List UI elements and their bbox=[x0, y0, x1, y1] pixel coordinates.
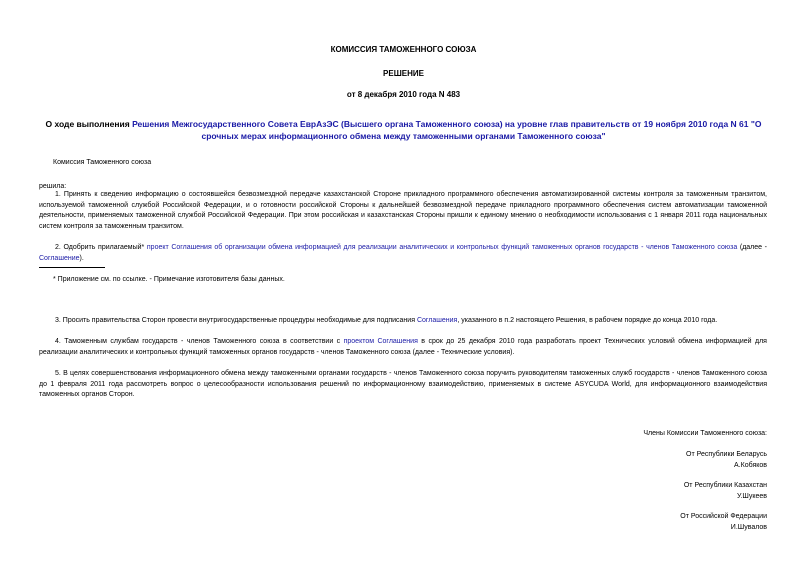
organization-heading: КОМИССИЯ ТАМОЖЕННОГО СОЮЗА bbox=[330, 45, 477, 54]
signature-country: От Российской Федерации bbox=[680, 513, 767, 520]
signature-name: А.Кобяков bbox=[734, 462, 767, 469]
paragraph-4-start: 4. Таможенным службам государств - членов Таможенного союза в соответствии с bbox=[55, 338, 344, 345]
document-date: от 8 декабря 2010 года N 483 bbox=[346, 90, 461, 99]
paragraph-3 bbox=[39, 316, 767, 327]
signature-name: У.Шукеев bbox=[736, 493, 767, 500]
agreement-draft-link[interactable]: проект Соглашения об организации обмена информацией для реализации аналитических и контрольных функций таможенных органов государств - членов Таможенного союза bbox=[146, 244, 738, 251]
paragraph-2-mid: (далее - bbox=[737, 244, 767, 251]
signature-country: От Республики Казахстан bbox=[683, 482, 767, 489]
paragraph-2-end: ). bbox=[79, 254, 84, 262]
paragraph-1: 1. Принять к сведению информацию о состоявшейся безвозмездной передаче казахстанской Стороне прикладного программного обеспечения автоматизированной системы контроля за таможенным транзитом, используемой таможенной службой Российской Федерации, и о готовности российской Стороны к дальнейшей безвозмездной передаче прикладного программного обеспечения систем автоматизации таможенной деятельности, применяемых таможенной службой Российской Федерации. При этом российская и казахстанская Стороны пришли к единому мнению о необходимости использования с 1 января 2011 года национальных систем контроля за таможенным транзитом. bbox=[39, 191, 767, 230]
paragraph-4-end: в срок до 25 декабря 2010 года разработать проект Технических условий обмена информацией для реализации аналитических и контрольных функций таможенных органов государств - членов Таможенного союза (далее - Технические условия). bbox=[39, 338, 767, 356]
paragraph-5: 5. В целях совершенствования информационного обмена между таможенными органами государств - членов Таможенного союза поручить руководителям таможенных служб государств - членов Таможенного союза до 1 февраля 2011 года рассмотреть вопрос о целесообразности использования решений по информационному взаимодействию, применяемых в системе ASYCUDA World, для информационного взаимодействия таможенных органов Сторон. bbox=[39, 370, 767, 398]
footnote: * Приложение см. по ссылке. - Примечание изготовителя базы данных. bbox=[53, 276, 285, 283]
paragraph-2 bbox=[39, 243, 767, 264]
paragraph-2-start: 2. Одобрить прилагаемый* bbox=[55, 244, 147, 251]
agreement-link-2[interactable]: Соглашения bbox=[416, 317, 458, 324]
signature-country: От Республики Беларусь bbox=[686, 451, 767, 458]
footnote-divider bbox=[39, 267, 105, 268]
document-type-heading: РЕШЕНИЕ bbox=[383, 69, 424, 78]
agreement-draft-link-2[interactable]: проектом Соглашения bbox=[343, 338, 418, 345]
title-prefix: О ходе выполнения bbox=[45, 119, 133, 129]
commission-line: Комиссия Таможенного союза bbox=[53, 159, 152, 166]
paragraph-3-start: 3. Просить правительства Сторон провести внутригосударственные процедуры необходимые для подписания bbox=[55, 317, 417, 324]
agreement-link[interactable]: Соглашение bbox=[39, 254, 80, 262]
paragraph-4 bbox=[39, 337, 767, 358]
resolved-line: решила: bbox=[39, 183, 67, 190]
title-link[interactable]: Решения Межгосударственного Совета ЕврАзЭС (Высшего органа Таможенного союза) на уровне глав правительств от 19 ноября 2010 года N 61 "О срочных мерах информационного обмена между таможенными органами Таможенного союза" bbox=[132, 119, 762, 141]
signatures-heading: Члены Комиссии Таможенного союза: bbox=[643, 430, 767, 437]
document-title bbox=[40, 118, 767, 142]
paragraph-3-end: , указанного в п.2 настоящего Решения, в рабочем порядке до конца 2010 года. bbox=[457, 317, 718, 324]
signature-name: И.Шувалов bbox=[730, 524, 767, 531]
